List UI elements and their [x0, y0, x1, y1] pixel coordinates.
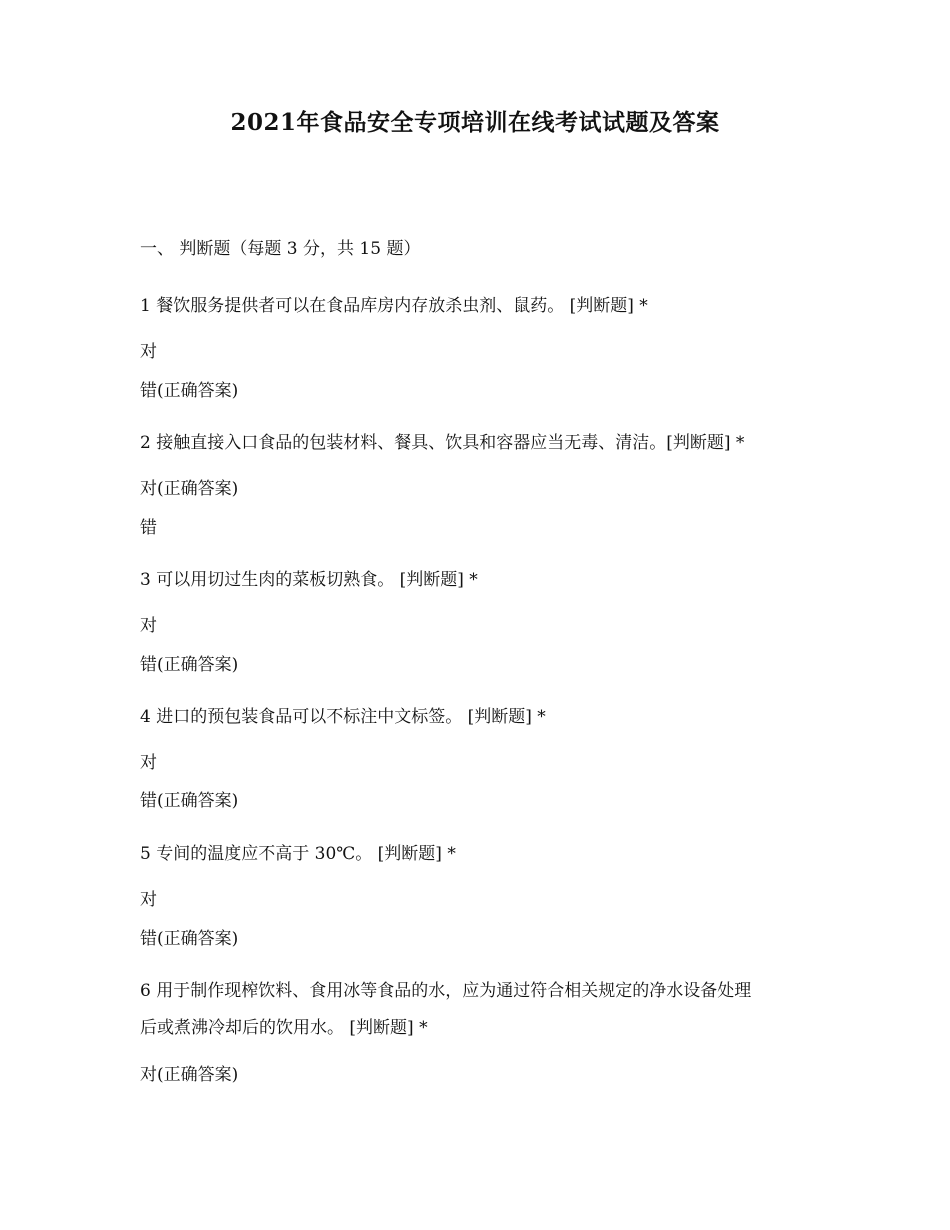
question-4-text: 4 进口的预包装食品可以不标注中文标签。 [判断题] * — [140, 707, 546, 727]
question-1-option-1: 对 — [140, 342, 157, 362]
question-1-option-2: 错(正确答案) — [140, 381, 239, 401]
question-2-option-2: 错 — [140, 518, 157, 538]
document-title: 2021年食品安全专项培训在线考试试题及答案 — [230, 109, 720, 136]
question-1-text: 1 餐饮服务提供者可以在食品库房内存放杀虫剂、鼠药。 [判断题] * — [140, 296, 648, 316]
question-5-option-2: 错(正确答案) — [140, 929, 239, 949]
section-heading: 一、 判断题（每题 3 分，共 15 题） — [140, 239, 421, 259]
question-4-option-1: 对 — [140, 753, 157, 773]
question-3-text: 3 可以用切过生肉的菜板切熟食。 [判断题] * — [140, 570, 478, 590]
question-3-option-2: 错(正确答案) — [140, 655, 239, 675]
question-4-option-2: 错(正确答案) — [140, 791, 239, 811]
question-2-text: 2 接触直接入口食品的包装材料、餐具、饮具和容器应当无毒、清洁。[判断题] * — [140, 433, 745, 453]
question-5-option-1: 对 — [140, 890, 157, 910]
question-3-option-1: 对 — [140, 616, 157, 636]
question-6-text-line-2: 后或煮沸冷却后的饮用水。 [判断题] * — [140, 1018, 428, 1038]
question-2-option-1: 对(正确答案) — [140, 479, 239, 499]
question-6-option-1: 对(正确答案) — [140, 1065, 239, 1085]
question-6-text-line-1: 6 用于制作现榨饮料、食用冰等食品的水，应为通过符合相关规定的净水设备处理 — [140, 981, 752, 1001]
question-5-text: 5 专间的温度应不高于 30℃。 [判断题] * — [140, 844, 456, 864]
